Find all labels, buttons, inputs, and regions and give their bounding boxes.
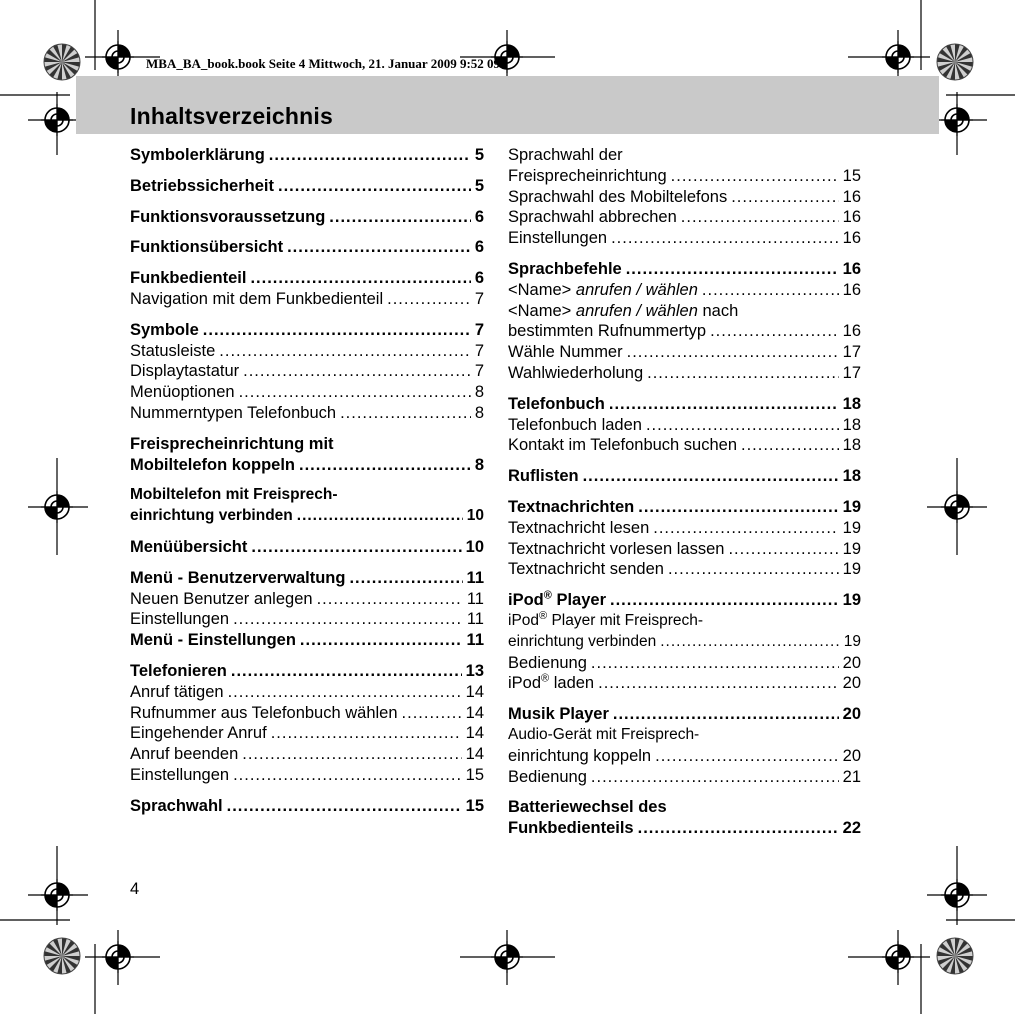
toc-subentry[interactable]: Telefonbuch laden ..... 18 [508,415,861,436]
toc-subentry[interactable]: Navigation mit dem Funkbedienteil ..... 7 [130,289,484,310]
toc-entry[interactable]: Musik Player ..... 20 [508,704,861,725]
toc-entry[interactable]: Sprachbefehle ..... 16 [508,259,861,280]
toc-entry[interactable]: Symbolerklärung ..... 5 [130,145,484,166]
toc-subentry[interactable]: iPod® laden ..... 20 [508,673,861,694]
toc-entry[interactable]: Menü - Benutzerverwaltung ..... 11 [130,568,484,589]
toc-subentry[interactable]: einrichtung verbinden ..... 19 [508,632,861,653]
toc-subentry[interactable]: Sprachwahl abbrechen ..... 16 [508,207,861,228]
toc-entry[interactable]: Symbole ..... 7 [130,320,484,341]
toc-subentry[interactable]: <Name> anrufen / wählen ..... 16 [508,280,861,301]
toc-entry[interactable]: Menü - Einstellungen ..... 11 [130,630,484,651]
toc-entry-line[interactable]: Sprachwahl der [508,146,623,164]
toc-subentry[interactable]: Eingehender Anruf ..... 14 [130,723,484,744]
toc-subentry[interactable]: Textnachricht lesen ..... 19 [508,518,861,539]
toc-subentry[interactable]: Neuen Benutzer anlegen ..... 11 [130,589,484,610]
toc-entry-line[interactable]: <Name> anrufen / wählen nach [508,301,739,320]
toc-subentry[interactable]: Textnachricht senden ..... 19 [508,559,861,580]
toc-right-column [508,145,861,839]
toc-subentry[interactable]: Wahlwiederholung ..... 17 [508,363,861,384]
toc-subentry[interactable]: Wähle Nummer ..... 17 [508,342,861,363]
toc-subentry[interactable]: Bedienung ..... 20 [508,653,861,674]
toc-entry[interactable]: Ruflisten ..... 18 [508,466,861,487]
toc-entry[interactable]: Funktionsübersicht ..... 6 [130,237,484,258]
toc-subentry[interactable]: Nummerntypen Telefonbuch ..... 8 [130,403,484,424]
toc-subentry[interactable]: Statusleiste ..... 7 [130,341,484,362]
toc-entry[interactable]: Funkbedienteil ..... 6 [130,268,484,289]
toc-subentry[interactable]: Anruf beenden ..... 14 [130,744,484,765]
toc-subentry[interactable]: Kontakt im Telefonbuch suchen ..... 18 [508,435,861,456]
toc-subentry[interactable]: einrichtung koppeln ..... 20 [508,746,861,767]
toc-subentry[interactable]: Menüoptionen ..... 8 [130,382,484,403]
toc-subentry[interactable]: Einstellungen ..... 16 [508,228,861,249]
toc-entry[interactable]: Funkbedienteils ..... 22 [508,818,861,839]
toc-subentry[interactable]: Textnachricht vorlesen lassen ..... 19 [508,539,861,560]
toc-entry[interactable]: Telefonieren ..... 13 [130,661,484,682]
toc-entry[interactable]: Telefonbuch ..... 18 [508,394,861,415]
toc-entry-line[interactable]: Audio-Gerät mit Freisprech- [508,725,700,743]
toc-subentry[interactable]: Sprachwahl des Mobiltelefons ..... 16 [508,187,861,208]
toc-entry[interactable]: Sprachwahl ..... 15 [130,796,484,817]
toc-subentry[interactable]: Bedienung ..... 21 [508,767,861,788]
toc-subentry[interactable]: Einstellungen ..... 15 [130,765,484,786]
toc-subentry[interactable]: Rufnummer aus Telefonbuch wählen ..... 14 [130,703,484,724]
toc-entry-line[interactable]: iPod® Player mit Freisprech- [508,609,704,629]
toc-subentry[interactable]: bestimmten Rufnummertyp ..... 16 [508,321,861,342]
toc-entry-line[interactable]: Freisprecheinrichtung mit [130,434,334,453]
page-title: Inhaltsverzeichnis [130,103,334,129]
toc-entry-line[interactable]: Mobiltelefon mit Freisprech- [130,486,338,504]
toc-entry[interactable]: Betriebssicherheit ..... 5 [130,176,484,197]
toc-entry[interactable]: Mobiltelefon koppeln ..... 8 [130,455,484,476]
toc-entry[interactable]: Textnachrichten ..... 19 [508,497,861,518]
toc-subentry[interactable]: Anruf tätigen ..... 14 [130,682,484,703]
toc-entry[interactable]: Menüübersicht ..... 10 [130,537,484,558]
toc-left-column [130,145,484,817]
toc-entry-line[interactable]: Batteriewechsel des [508,798,667,817]
toc-subentry[interactable]: Einstellungen ..... 11 [130,609,484,630]
toc-entry[interactable]: iPod® Player ..... 19 [508,590,861,611]
page-number: 4 [130,880,140,898]
toc-subentry[interactable]: Freisprecheinrichtung ..... 15 [508,166,861,187]
book-file-header: MBA_BA_book.book Seite 4 Mittwoch, 21. Januar 2009 9:52 09 [146,56,501,71]
toc-entry[interactable]: einrichtung verbinden ..... 10 [130,506,484,527]
toc-subentry[interactable]: Displaytastatur ..... 7 [130,361,484,382]
toc-entry[interactable]: Funktionsvoraussetzung ..... 6 [130,207,484,228]
